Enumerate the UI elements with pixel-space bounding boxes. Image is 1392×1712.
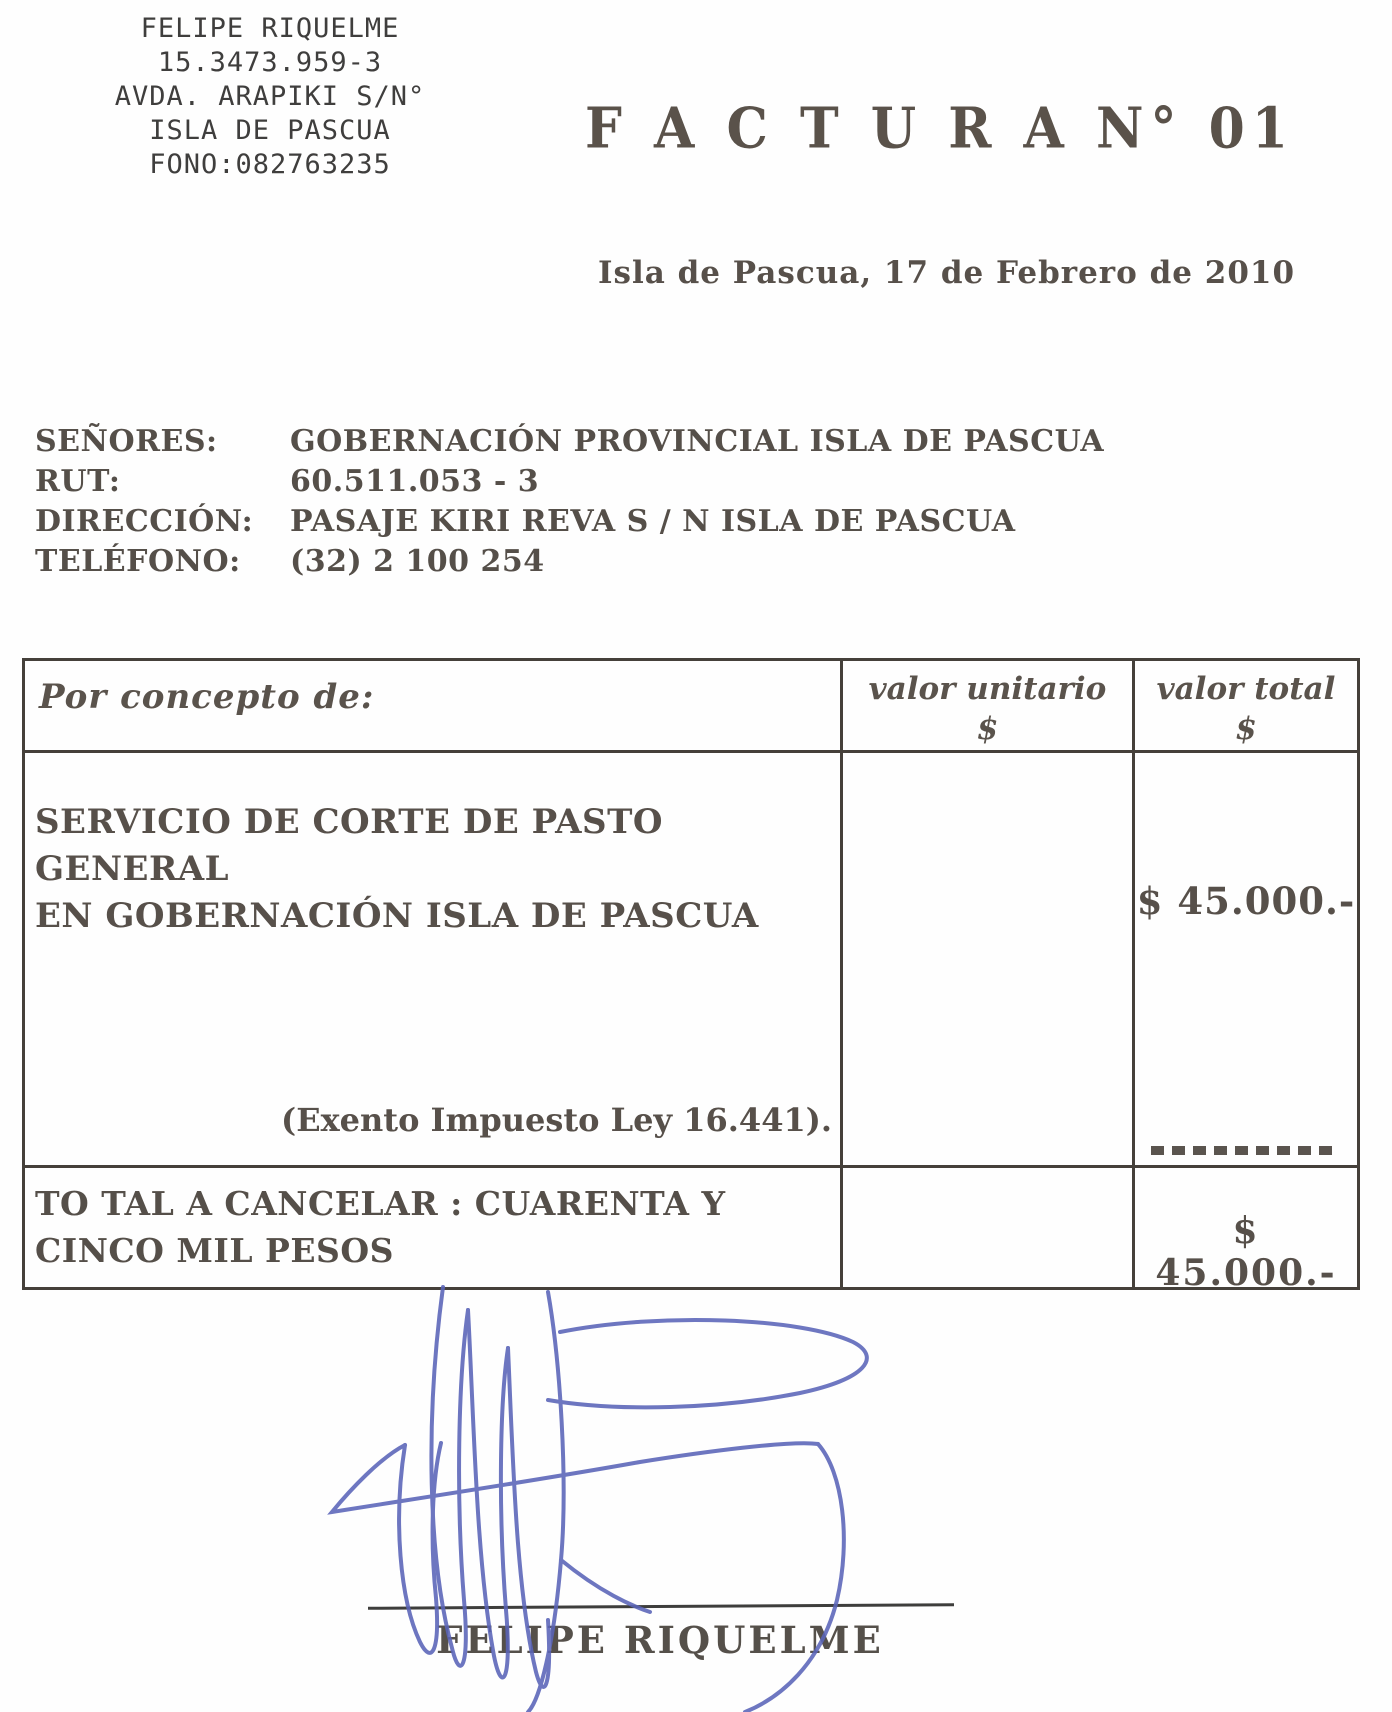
client-value: 60.511.053 - 3 bbox=[290, 464, 540, 499]
invoice-title: F A C T U R A N° 01 bbox=[585, 95, 1295, 162]
total-value-header-symbol: $ bbox=[1235, 711, 1257, 747]
signature-name: FELIPE RIQUELME bbox=[436, 1618, 884, 1662]
client-label: RUT: bbox=[35, 464, 121, 499]
unit-value-header-symbol: $ bbox=[976, 711, 999, 747]
letterhead-phone: FONO:082763235 bbox=[149, 149, 391, 180]
unit-value-header-label: valor unitario bbox=[868, 671, 1107, 707]
tax-exempt-note: (Exento Impuesto Ley 16.441). bbox=[281, 1101, 832, 1139]
client-label: SEÑORES: bbox=[35, 424, 218, 459]
total-label-line2: CINCO MIL PESOS bbox=[35, 1231, 394, 1270]
total-value-header-label: valor total bbox=[1156, 671, 1336, 707]
letterhead-name: FELIPE RIQUELME bbox=[140, 13, 400, 44]
table-header-concept: Por concepto de: bbox=[25, 661, 843, 753]
total-label-line1: TO TAL A CANCELAR : CUARENTA Y bbox=[35, 1184, 726, 1223]
letterhead-city: ISLA DE PASCUA bbox=[149, 115, 391, 146]
letterhead-address: AVDA. ARAPIKI S/N° bbox=[114, 81, 426, 112]
service-description-line2: EN GOBERNACIÓN ISLA DE PASCUA bbox=[35, 896, 759, 936]
invoice-date: Isla de Pascua, 17 de Febrero de 2010 bbox=[598, 255, 1296, 291]
client-label: DIRECCIÓN: bbox=[35, 504, 254, 539]
total-row-total-cell: $ 45.000.- bbox=[1135, 1165, 1357, 1287]
client-value: (32) 2 100 254 bbox=[290, 544, 545, 579]
total-value-amount: $ 45.000.- bbox=[1136, 879, 1356, 923]
letterhead-rut: 15.3473.959-3 bbox=[157, 47, 383, 78]
client-value: PASAJE KIRI REVA S / N ISLA DE PASCUA bbox=[290, 504, 1016, 539]
client-label: TELÉFONO: bbox=[35, 544, 241, 579]
service-description-line1: SERVICIO DE CORTE DE PASTO GENERAL bbox=[35, 802, 664, 889]
client-value: GOBERNACIÓN PROVINCIAL ISLA DE PASCUA bbox=[290, 424, 1105, 459]
